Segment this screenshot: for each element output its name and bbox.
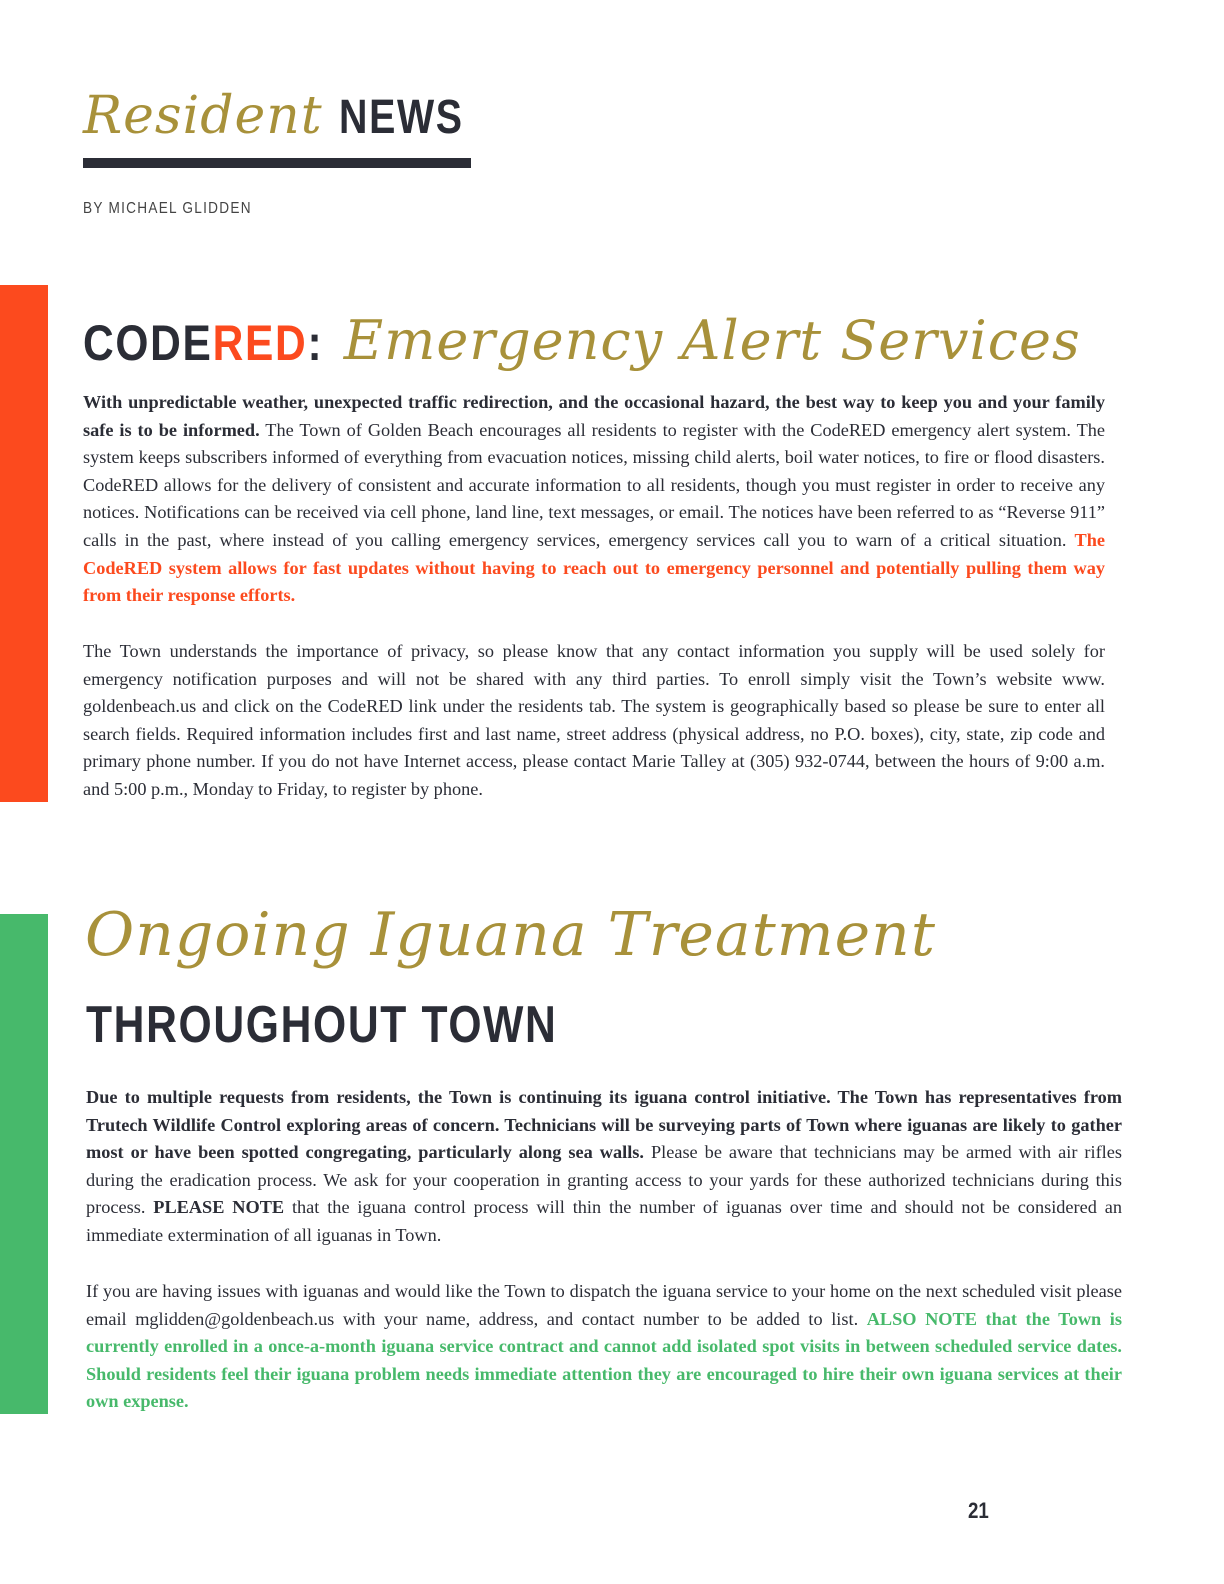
iguana-paragraph-2 xyxy=(86,1278,1122,1416)
iguana-highlight: ALSO NOTE that the Town is currently enrolled in a once-a-month iguana service contract and cannot add isolated spot visits in between scheduled service dates. Should residents feel their iguana problem needs immediate attention they are encouraged to hire their own iguana services at their own expense. xyxy=(86,1308,1122,1412)
masthead-news: NEWS xyxy=(338,91,464,144)
iguana-p2-body: If you are having issues with iguanas and would like the Town to dispatch the iguana service to your home on the next scheduled visit please email mglidden@goldenbeach.us with your name, address, and contact number to be added to list. xyxy=(86,1281,1122,1329)
codered-paragraph-1 xyxy=(83,389,1105,610)
red-side-bar xyxy=(0,285,48,802)
iguana-paragraph-1 xyxy=(86,1084,1122,1250)
iguana-title-script: Ongoing Iguana Treatment xyxy=(85,900,936,970)
codered-body: The Town of Golden Beach encourages all residents to register with the CodeRED emergency alert system. The system keeps subscribers informed of everything from evacuation notices, missing child alerts, boil water notices, to fire or flood disasters. CodeRED allows for the delivery of consistent and accurate information to all residents, though you must register in order to receive any notices. Notifications can be received via cell phone, land line, text messages, or email. The notices have been referred to as “Reverse 911” calls in the past, where instead of you calling emergency services, emergency services call you to warn of a critical situation. xyxy=(83,419,1105,550)
iguana-please-note: PLEASE NOTE xyxy=(153,1197,285,1218)
byline: BY MICHAEL GLIDDEN xyxy=(83,200,252,217)
green-side-bar xyxy=(0,914,48,1414)
iguana-lead: Due to multiple requests from residents, the Town is continuing its iguana control initiative. The Town has representatives from Trutech Wildlife Control exploring areas of concern. Technicians will be surveying parts of Town where iguanas are likely to gather most or have been spotted congregating, particularly along sea walls. xyxy=(86,1087,1122,1163)
masthead-script: Resident xyxy=(83,86,323,146)
codered-lead: With unpredictable weather, unexpected traffic redirection, and the occasional hazard, the best way to keep you and your family safe is to be informed. xyxy=(83,392,1105,440)
codered-heading xyxy=(83,282,1143,372)
masthead-rule xyxy=(83,158,471,168)
codered-title-script: Emergency Alert Services xyxy=(343,309,1081,372)
page-number: 21 xyxy=(968,1498,989,1523)
iguana-body-a: Please be aware that technicians may be armed with air rifles during the eradication process. We ask for your cooperation in granting access to your yards for these authorized technicians during this process. xyxy=(86,1142,1122,1218)
masthead xyxy=(83,86,473,146)
codered-paragraph-2: The Town understands the importance of privacy, so please know that any contact information you supply will be used solely for emergency notification purposes and will not be shared with any third parties. To enroll simply visit the Town’s website www. goldenbeach.us and click on the CodeRED link under the residents tab. The system is geographically based so please be sure to enter all search fields. Required information includes first and last name, street address (physical address, no P.O. boxes), city, state, zip code and primary phone number. If you do not have Internet access, please contact Marie Talley at (305) 932-0744, between the hours of 9:00 a.m. and 5:00 p.m., Monday to Friday, to register by phone. xyxy=(83,641,1105,799)
iguana-title-bold: THROUGHOUT TOWN xyxy=(86,996,558,1054)
iguana-body-b: that the iguana control process will thin the number of iguanas over time and should not be considered an immediate extermination of all iguanas in Town. xyxy=(86,1197,1123,1245)
codered-title-code: CODE xyxy=(83,315,213,371)
masthead-title xyxy=(83,86,473,146)
codered-title xyxy=(83,314,323,372)
codered-highlight: The CodeRED system allows for fast updates without having to reach out to emergency personnel and potentially pulling them way from their response efforts. xyxy=(83,529,1105,606)
codered-title-red: RED xyxy=(212,315,308,371)
codered-title-colon: : xyxy=(307,315,324,371)
